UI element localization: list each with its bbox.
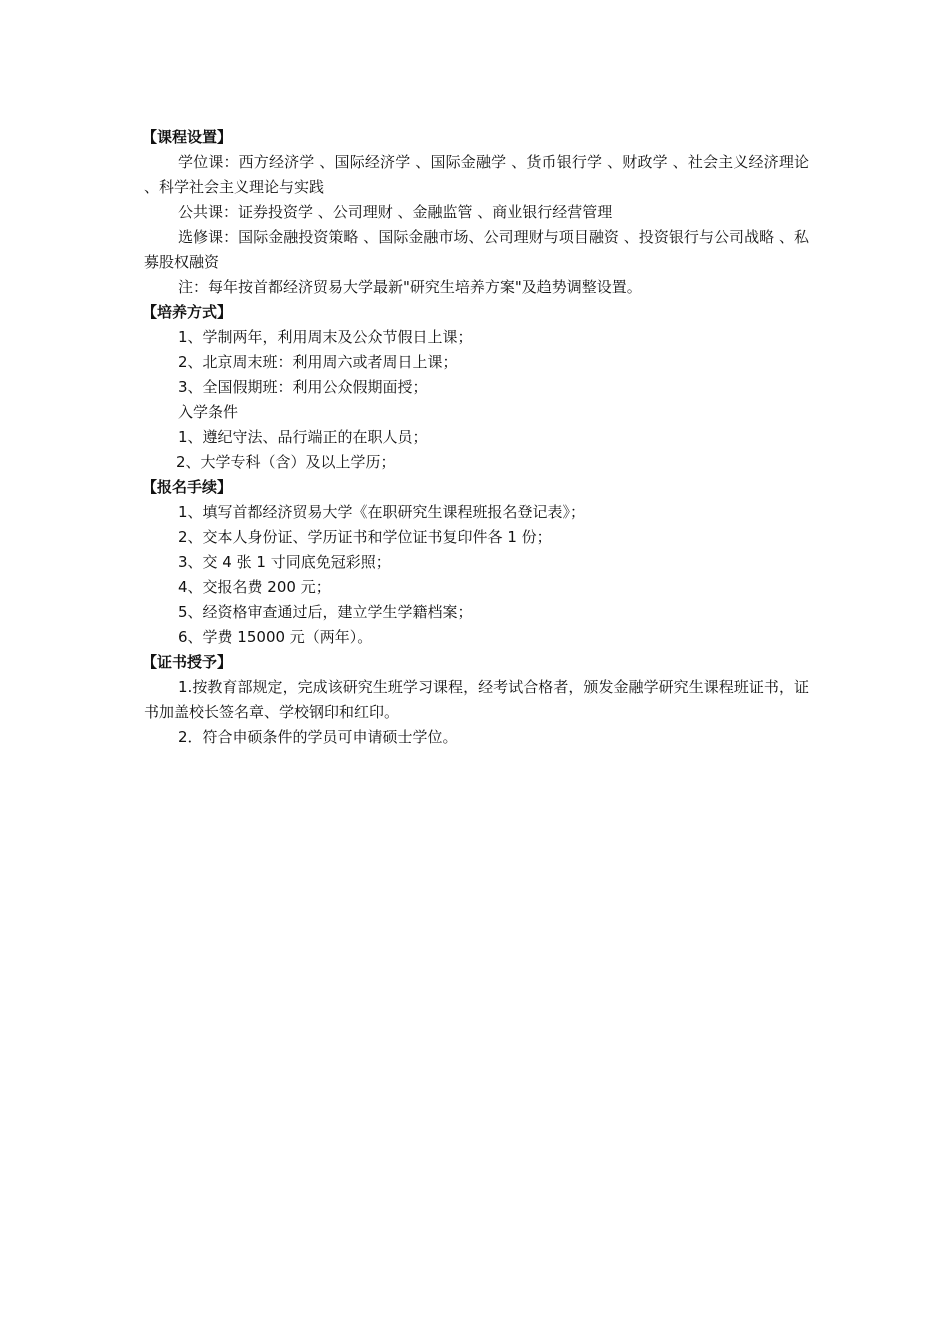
certificate-item: 1.按教育部规定，完成该研究生班学习课程，经考试合格者，颁发金融学研究生课程班证书，证书加盖校长签名章、学校钢印和红印。 xyxy=(144,678,809,721)
list-item: 4、交报名费 200 元； xyxy=(178,578,331,596)
degree-courses: 学位课：西方经济学 、国际经济学 、国际金融学 、货币银行学 、财政学 、社会主义经济理论 、科学社会主义理论与实践 xyxy=(144,153,809,196)
courses-note: 注：每年按首都经济贸易大学最新"研究生培养方案"及趋势调整设置。 xyxy=(178,278,642,296)
list-item: 2、交本人身份证、学历证书和学位证书复印件各 1 份； xyxy=(178,528,552,546)
elective-courses: 选修课：国际金融投资策略 、国际金融市场、公司理财与项目融资 、投资银行与公司战略 、私募股权融资 xyxy=(144,228,809,271)
admission-title: 入学条件 xyxy=(178,403,239,421)
list-item: 2、大学专科（含）及以上学历； xyxy=(176,453,396,471)
list-item: 1、学制两年，利用周末及公众节假日上课； xyxy=(178,328,473,346)
list-item: 2、北京周末班：利用周六或者周日上课； xyxy=(178,353,458,371)
document-body xyxy=(144,125,809,750)
section-heading-courses: 【课程设置】 xyxy=(142,128,233,146)
list-item: 3、交 4 张 1 寸同底免冠彩照； xyxy=(178,553,391,571)
certificate-item: 2．符合申硕条件的学员可申请硕士学位。 xyxy=(178,728,458,746)
list-item: 1、填写首都经济贸易大学《在职研究生课程班报名登记表》； xyxy=(178,503,586,521)
list-item: 3、全国假期班：利用公众假期面授； xyxy=(178,378,428,396)
section-heading-registration: 【报名手续】 xyxy=(142,478,233,496)
list-item: 5、经资格审查通过后，建立学生学籍档案； xyxy=(178,603,473,621)
section-heading-certificate: 【证书授予】 xyxy=(142,653,233,671)
list-item: 1、遵纪守法、品行端正的在职人员； xyxy=(178,428,428,446)
list-item: 6、学费 15000 元（两年）。 xyxy=(178,628,373,646)
public-courses: 公共课：证券投资学 、公司理财 、金融监管 、商业银行经营管理 xyxy=(178,203,613,221)
section-heading-training: 【培养方式】 xyxy=(142,303,233,321)
